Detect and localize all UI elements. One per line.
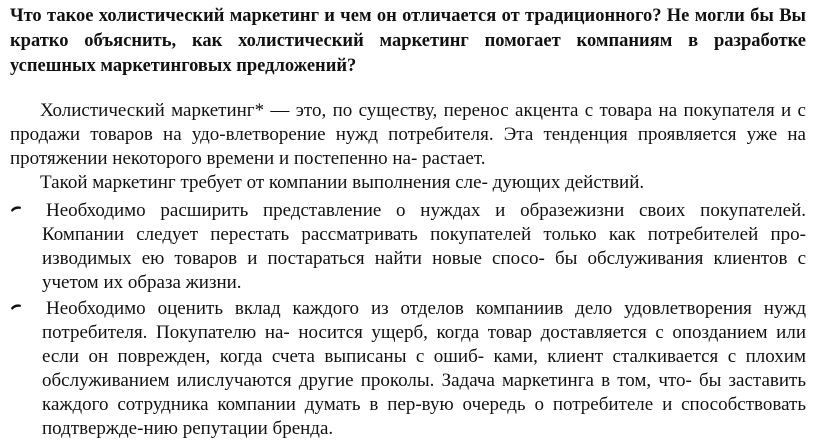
answer-paragraph: Такой маркетинг требует от компании выполнения сле- дующих действий. [40,172,645,193]
bullet-icon [10,302,22,312]
bullet-icon [10,204,22,214]
list-item [10,199,806,295]
list-item [10,297,806,441]
answer-body [10,99,806,441]
bullet-text: Необходимо оценить вклад каждого из отделов компаниив дело удовлетворения нужд потребителя. Покупателю на- носится ущерб, когда товар доставляется с опозданием или если он поврежден, когда счета выписаны с ошиб- ками, клиент сталкивается с плохим обслуживанием илислучаются другие проколы. Задача маркетинга в том, что- бы заставить каждого сотрудника компании думать в пер-вую очередь о потребителе и способствовать подтвержде-нию репутации бренда. [42,298,806,439]
answer-paragraph: Холистический маркетинг* — это, по существу, перенос акцента с товара на покупателя и с продажи товаров на удо-влетворение нужд потребителя. Эта тенденция проявляется уже на протяжении некоторого времени и постепенно на- растает. [10,100,806,169]
bullet-list [10,199,806,441]
question-heading: Что такое холистический маркетинг и чем он отличается от традиционного? Не могли бы Вы кратко объяснить, как холистический маркетинг помогает компаниям в разработке успешных маркетинговых предложений? [10,6,806,76]
bullet-text: Необходимо расширить представление о нуждах и образежизни своих покупателей. Компании следует перестать рассматривать покупателей только как потребителей про- изводимых ею товаров и постараться найти новые спосо- бы обслуживания клиентов с учетом их образа жизни. [42,200,806,293]
